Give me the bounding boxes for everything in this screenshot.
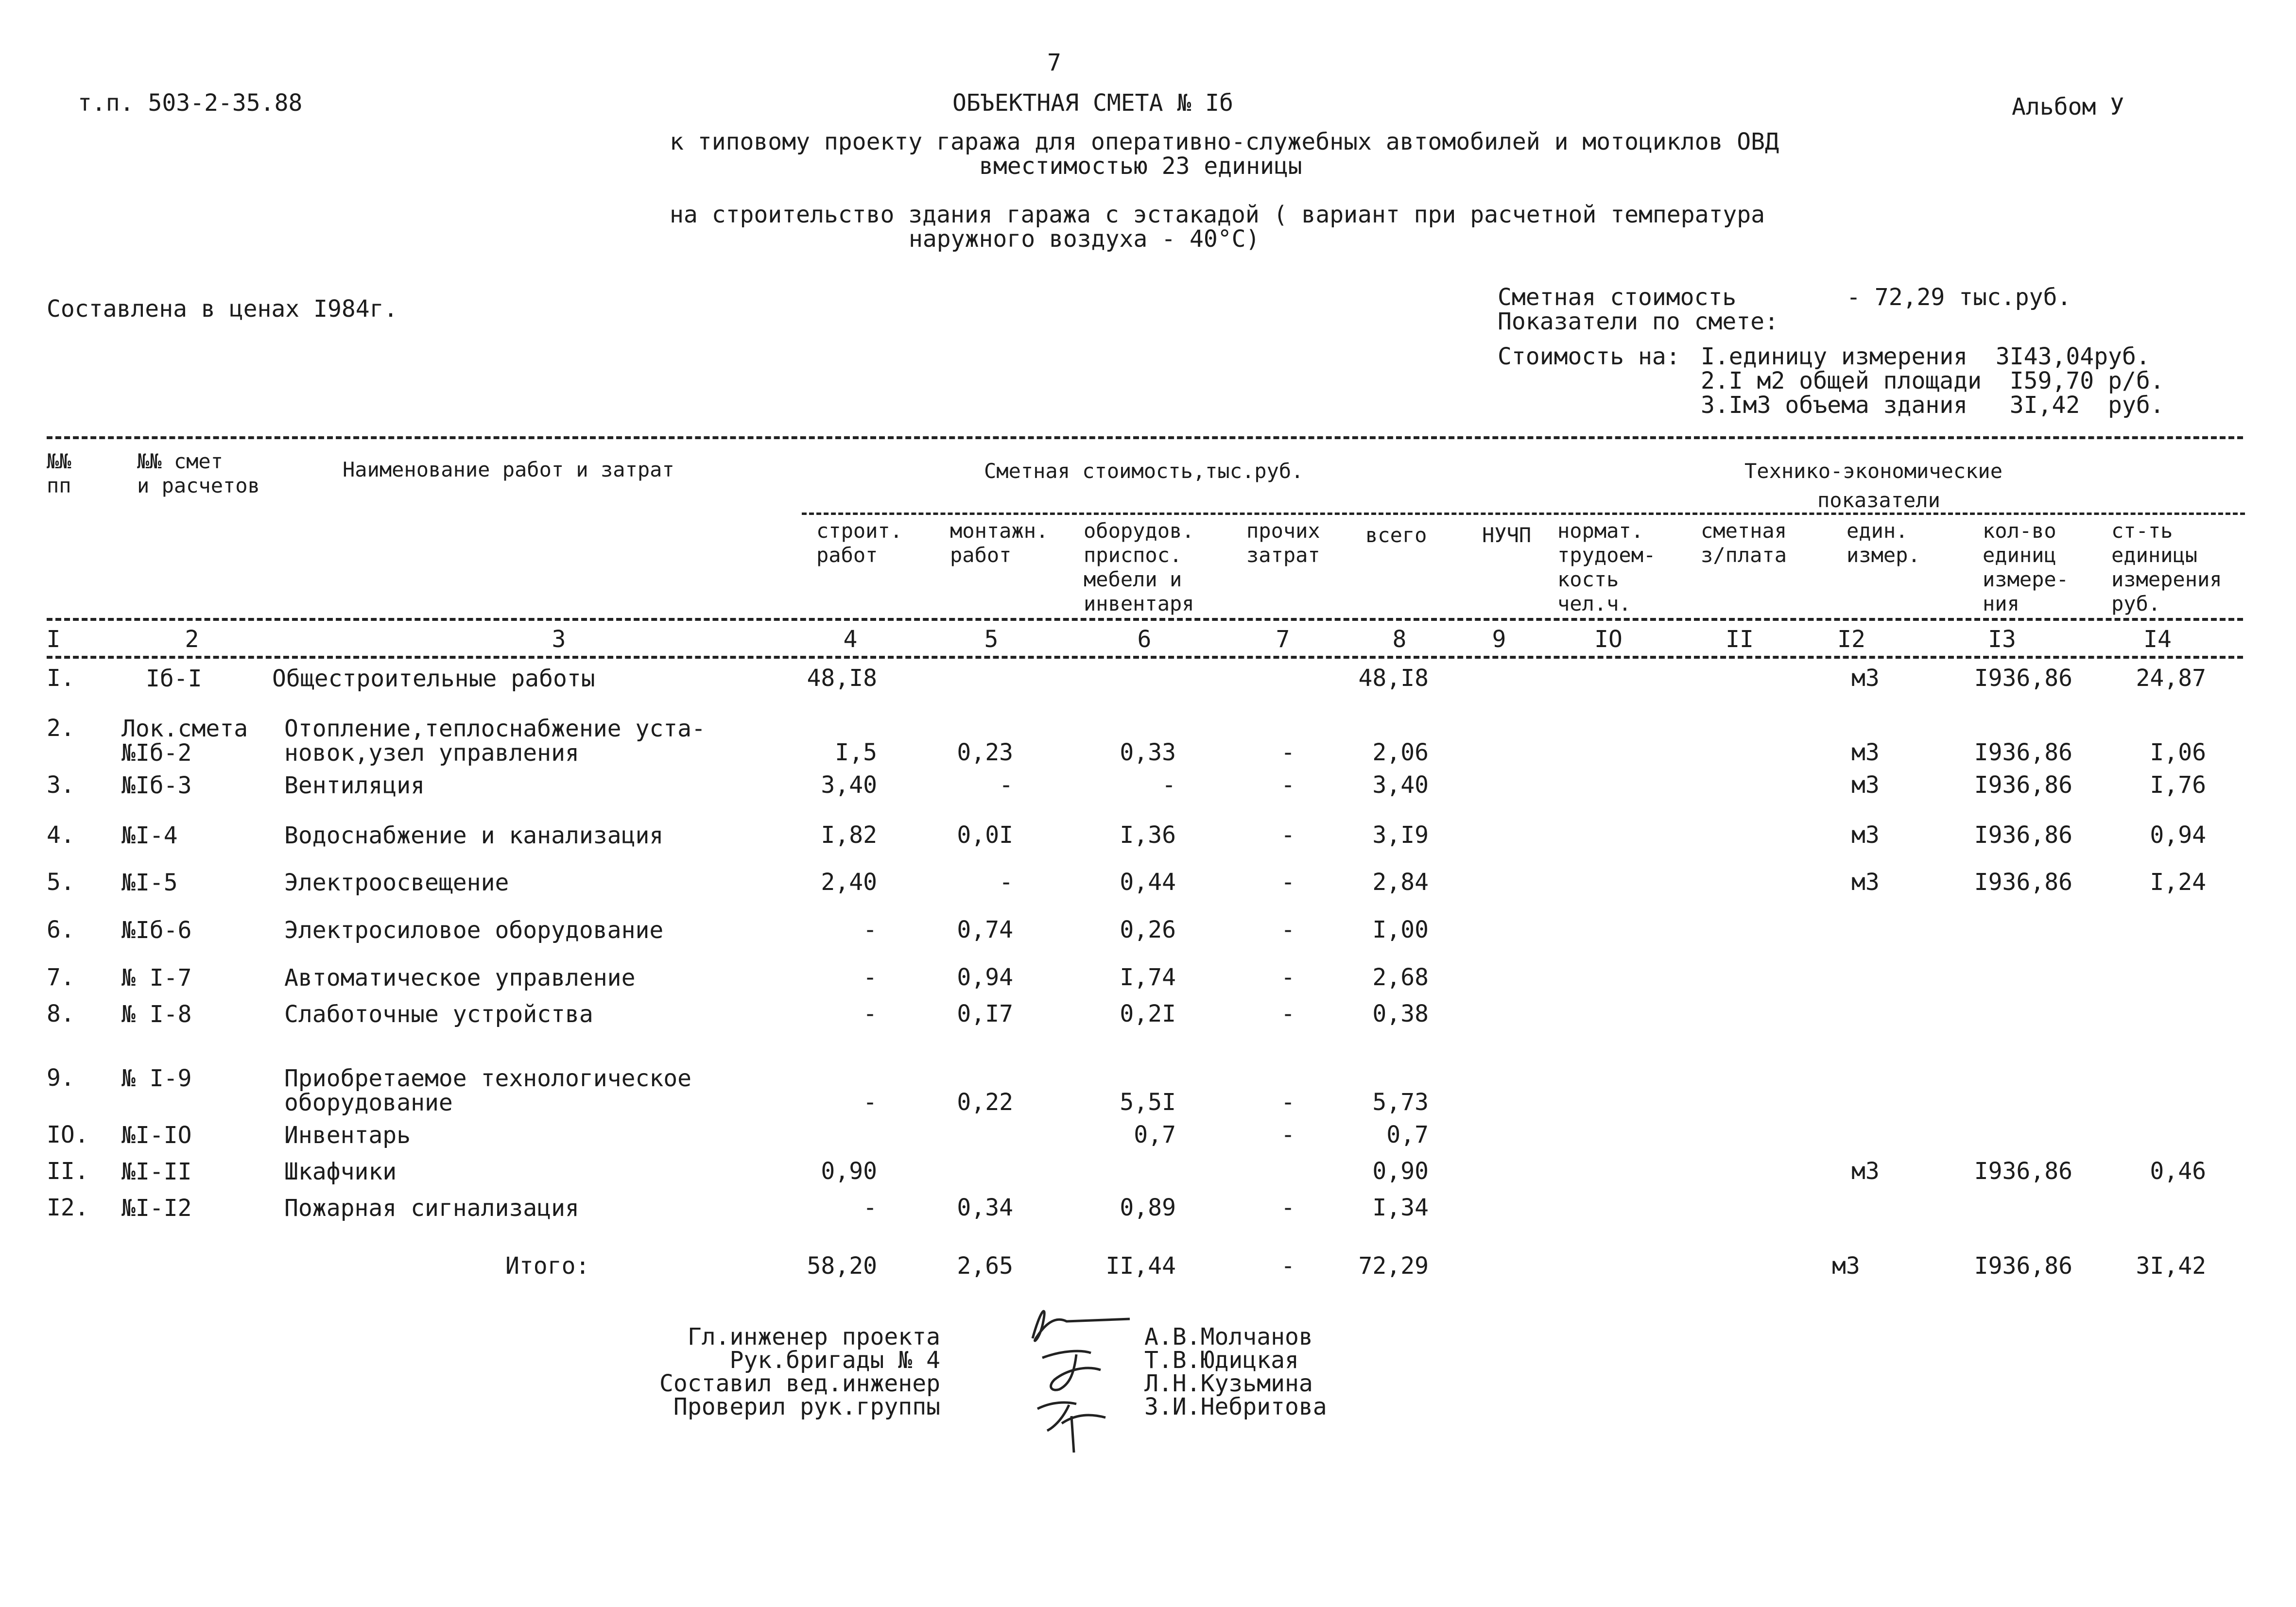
row-number: 5.	[47, 869, 75, 896]
row-unit: м3	[1851, 869, 1880, 896]
row-value-c4: -	[863, 916, 877, 943]
row-value-c8: 5,73	[1372, 1089, 1429, 1116]
row-unit: м3	[1851, 665, 1880, 692]
column-number: I	[46, 626, 61, 653]
signature-role: Составил вед.инженер	[659, 1370, 940, 1397]
header-col-7: прочих затрат	[1246, 519, 1320, 567]
column-number: I4	[2143, 626, 2172, 653]
row-quantity: I936,86	[1974, 821, 2072, 849]
row-number: 6.	[47, 916, 75, 943]
row-value-c8: 2,84	[1372, 869, 1429, 896]
row-quantity: I936,86	[1974, 739, 2072, 766]
signature-name: Т.В.Юдицкая	[1144, 1347, 1299, 1374]
row-value-c8: 0,38	[1372, 1000, 1429, 1027]
row-value-c7: -	[1281, 739, 1295, 766]
row-unit: м3	[1851, 821, 1880, 849]
row-number: 9.	[47, 1064, 75, 1092]
total-unit-cost: 3I,42	[2136, 1252, 2206, 1280]
row-value-c4: I,5	[835, 739, 877, 766]
row-number: II.	[47, 1158, 89, 1185]
row-value-c7: -	[1281, 821, 1295, 849]
row-value-c6: I,36	[1120, 821, 1176, 849]
row-value-c5: -	[999, 869, 1013, 896]
column-number: 7	[1276, 626, 1290, 653]
column-number: 8	[1392, 626, 1407, 653]
total-label: Итого:	[505, 1252, 590, 1280]
header-col-11: сметная з/плата	[1701, 519, 1787, 567]
row-value-c8: 48,I8	[1358, 665, 1429, 692]
header-group-rule	[802, 513, 2245, 515]
row-value-c4: -	[863, 964, 877, 991]
handwritten-signatures	[1013, 1292, 1139, 1467]
page-number: 7	[1047, 49, 1061, 76]
row-work-name: Приобретаемое технологическое оборудование	[284, 1065, 692, 1116]
row-smeta-ref: Лок.смета №Iб-2	[121, 715, 248, 767]
row-value-c5: 0,74	[957, 916, 1013, 943]
prices-note: Составлена в ценах I984г.	[47, 295, 398, 323]
row-smeta-ref: № I-8	[121, 1001, 192, 1028]
row-unit: м3	[1851, 1158, 1880, 1185]
cost-value: - 72,29 тыс.руб.	[1847, 284, 2072, 311]
total-value-c8: 72,29	[1358, 1252, 1429, 1280]
row-value-c6: I,74	[1120, 964, 1176, 991]
header-col-14: ст-ть единицы измерения руб.	[2111, 519, 2222, 615]
header-tech-group: Технико-экономические	[1744, 459, 2003, 483]
row-work-name: Водоснабжение и канализация	[284, 822, 664, 849]
row-number: I2.	[47, 1194, 89, 1221]
row-value-c7: -	[1281, 1194, 1295, 1221]
header-col-5: монтажн. работ	[950, 519, 1049, 567]
header-col-10: нормат. трудоем- кость чел.ч.	[1557, 519, 1656, 615]
row-work-name: Слаботочные устройства	[284, 1001, 593, 1028]
row-value-c8: 2,06	[1372, 739, 1429, 766]
row-value-c4: 0,90	[821, 1158, 877, 1185]
total-value-c7: -	[1281, 1252, 1295, 1280]
row-value-c4: -	[863, 1089, 877, 1116]
table-top-rule	[47, 436, 2243, 439]
row-value-c6: 0,44	[1120, 869, 1176, 896]
row-number: 4.	[47, 821, 75, 849]
row-smeta-ref: № I-7	[121, 964, 192, 992]
row-value-c6: 0,33	[1120, 739, 1176, 766]
header-col-9: НУЧП	[1482, 523, 1532, 547]
row-smeta-ref: №Iб-3	[121, 772, 192, 799]
subtitle-line-1: к типовому проекту гаража для оперативно-служебных автомобилей и мотоциклов ОВД	[670, 128, 1779, 155]
summary-item-3: 3.Iм3 объема здания 3I,42 руб.	[1701, 392, 2164, 419]
header-col-13: кол-во единиц измере- ния	[1983, 519, 2069, 615]
row-smeta-ref: №I-II	[121, 1158, 192, 1185]
row-value-c8: 0,90	[1372, 1158, 1429, 1185]
row-value-c6: 5,5I	[1120, 1089, 1176, 1116]
row-smeta-ref: №I-5	[121, 869, 178, 896]
document-code: т.п. 503-2-35.88	[78, 89, 303, 117]
album-label: Альбом У	[2012, 93, 2124, 120]
row-value-c7: -	[1281, 869, 1295, 896]
row-value-c5: 0,22	[957, 1089, 1013, 1116]
document-title: ОБЪЕКТНАЯ СМЕТА № Iб	[952, 89, 1233, 117]
row-value-c7: -	[1281, 1089, 1295, 1116]
row-work-name: Пожарная сигнализация	[284, 1195, 579, 1222]
row-work-name: Шкафчики	[284, 1158, 397, 1185]
row-value-c8: I,34	[1372, 1194, 1429, 1221]
header-smeta: №№ смет и расчетов	[137, 449, 260, 497]
row-unit-cost: I,76	[2150, 771, 2206, 799]
row-number: 7.	[47, 964, 75, 991]
header-cost-group: Сметная стоимость,тыс.руб.	[984, 459, 1304, 483]
row-work-name: Отопление,теплоснабжение уста- новок,узел управления	[284, 715, 706, 767]
total-value-c5: 2,65	[957, 1252, 1013, 1280]
row-value-c4: I,82	[821, 821, 877, 849]
row-value-c4: 48,I8	[807, 665, 877, 692]
row-value-c7: -	[1281, 916, 1295, 943]
row-value-c5: 0,I7	[957, 1000, 1013, 1027]
signature-role: Проверил рук.группы	[673, 1393, 940, 1420]
signature-role: Рук.бригады № 4	[729, 1347, 940, 1374]
total-value-c6: II,44	[1105, 1252, 1176, 1280]
row-number: 3.	[47, 771, 75, 799]
column-number: 4	[843, 626, 858, 653]
column-number: II	[1726, 626, 1754, 653]
column-number: 2	[185, 626, 199, 653]
row-value-c8: 0,7	[1386, 1121, 1429, 1148]
column-number: I2	[1837, 626, 1865, 653]
row-value-c8: 3,40	[1372, 771, 1429, 799]
row-work-name: Вентиляция	[284, 772, 425, 799]
column-number: 6	[1137, 626, 1152, 653]
row-smeta-ref: №Iб-6	[121, 917, 192, 944]
row-value-c5: 0,34	[957, 1194, 1013, 1221]
subtitle-line-2: вместимостью 23 единицы	[979, 153, 1302, 180]
header-col-6: оборудов. приспос. мебели и инвентаря	[1084, 519, 1194, 615]
row-work-name: Общестроительные работы	[272, 665, 595, 692]
row-quantity: I936,86	[1974, 771, 2072, 799]
row-work-name: Электроосвещение	[284, 869, 509, 896]
row-value-c6: 0,26	[1120, 916, 1176, 943]
header-name: Наименование работ и затрат	[343, 458, 674, 481]
column-number: 9	[1492, 626, 1506, 653]
row-smeta-ref: №I-I2	[121, 1195, 192, 1222]
signature-name: З.И.Небритова	[1144, 1393, 1327, 1420]
row-value-c5: 0,23	[957, 739, 1013, 766]
row-value-c7: -	[1281, 1121, 1295, 1148]
row-unit-cost: I,06	[2150, 739, 2206, 766]
row-value-c8: 3,I9	[1372, 821, 1429, 849]
row-unit-cost: I,24	[2150, 869, 2206, 896]
row-smeta-ref: № I-9	[121, 1065, 192, 1092]
row-value-c5: 0,0I	[957, 821, 1013, 849]
cost-label: Сметная стоимость	[1498, 284, 1737, 311]
indicators-label: Показатели по смете:	[1498, 308, 1778, 335]
row-smeta-ref: Iб-I	[146, 665, 202, 692]
row-unit-cost: 24,87	[2136, 665, 2206, 692]
signature-name: Л.Н.Кузьмина	[1144, 1370, 1313, 1397]
row-value-c4: 3,40	[821, 771, 877, 799]
column-number: 3	[552, 626, 566, 653]
row-value-c5: -	[999, 771, 1013, 799]
subtitle-line-3: на строительство здания гаража с эстакадой ( вариант при расчетной температура	[670, 201, 1765, 228]
row-value-c8: I,00	[1372, 916, 1429, 943]
row-unit-cost: 0,46	[2150, 1158, 2206, 1185]
row-quantity: I936,86	[1974, 1158, 2072, 1185]
column-number-rule	[47, 656, 2243, 659]
row-work-name: Автоматическое управление	[284, 964, 636, 992]
row-unit: м3	[1851, 771, 1880, 799]
total-unit: м3	[1832, 1252, 1860, 1280]
signature-name: А.В.Молчанов	[1144, 1323, 1313, 1351]
cost-on-label: Стоимость на:	[1498, 343, 1680, 370]
row-number: I.	[47, 665, 75, 692]
summary-item-1: I.единицу измерения 3I43,04руб.	[1701, 343, 2150, 370]
row-unit-cost: 0,94	[2150, 821, 2206, 849]
row-quantity: I936,86	[1974, 665, 2072, 692]
summary-item-2: 2.I м2 общей площади I59,70 р/б.	[1701, 367, 2164, 394]
row-value-c6: 0,2I	[1120, 1000, 1176, 1027]
total-quantity: I936,86	[1974, 1252, 2072, 1280]
row-quantity: I936,86	[1974, 869, 2072, 896]
row-work-name: Электросиловое оборудование	[284, 917, 664, 944]
row-value-c5: 0,94	[957, 964, 1013, 991]
row-smeta-ref: №I-4	[121, 822, 178, 849]
subtitle-line-4: наружного воздуха - 40°С)	[909, 225, 1260, 253]
header-tech-group-2: показатели	[1817, 488, 1940, 512]
header-bottom-rule	[47, 618, 2243, 621]
header-num: №№ пп	[47, 449, 71, 497]
row-value-c4: -	[863, 1194, 877, 1221]
total-value-c4: 58,20	[807, 1252, 877, 1280]
header-col-4: строит. работ	[816, 519, 903, 567]
row-work-name: Инвентарь	[284, 1122, 411, 1149]
row-smeta-ref: №I-IO	[121, 1122, 192, 1149]
row-value-c7: -	[1281, 1000, 1295, 1027]
header-col-8: всего	[1365, 523, 1427, 547]
row-value-c4: -	[863, 1000, 877, 1027]
row-value-c4: 2,40	[821, 869, 877, 896]
row-value-c6: -	[1162, 771, 1176, 799]
row-number: 2.	[47, 715, 75, 742]
row-value-c7: -	[1281, 771, 1295, 799]
row-value-c6: 0,7	[1134, 1121, 1176, 1148]
row-number: IO.	[47, 1121, 89, 1148]
column-number: IO	[1594, 626, 1623, 653]
row-value-c7: -	[1281, 964, 1295, 991]
row-number: 8.	[47, 1000, 75, 1027]
header-col-12: един. измер.	[1847, 519, 1920, 567]
column-number: I3	[1988, 626, 2016, 653]
signature-role: Гл.инженер проекта	[687, 1323, 940, 1351]
row-value-c6: 0,89	[1120, 1194, 1176, 1221]
column-number: 5	[984, 626, 999, 653]
row-value-c8: 2,68	[1372, 964, 1429, 991]
row-unit: м3	[1851, 739, 1880, 766]
